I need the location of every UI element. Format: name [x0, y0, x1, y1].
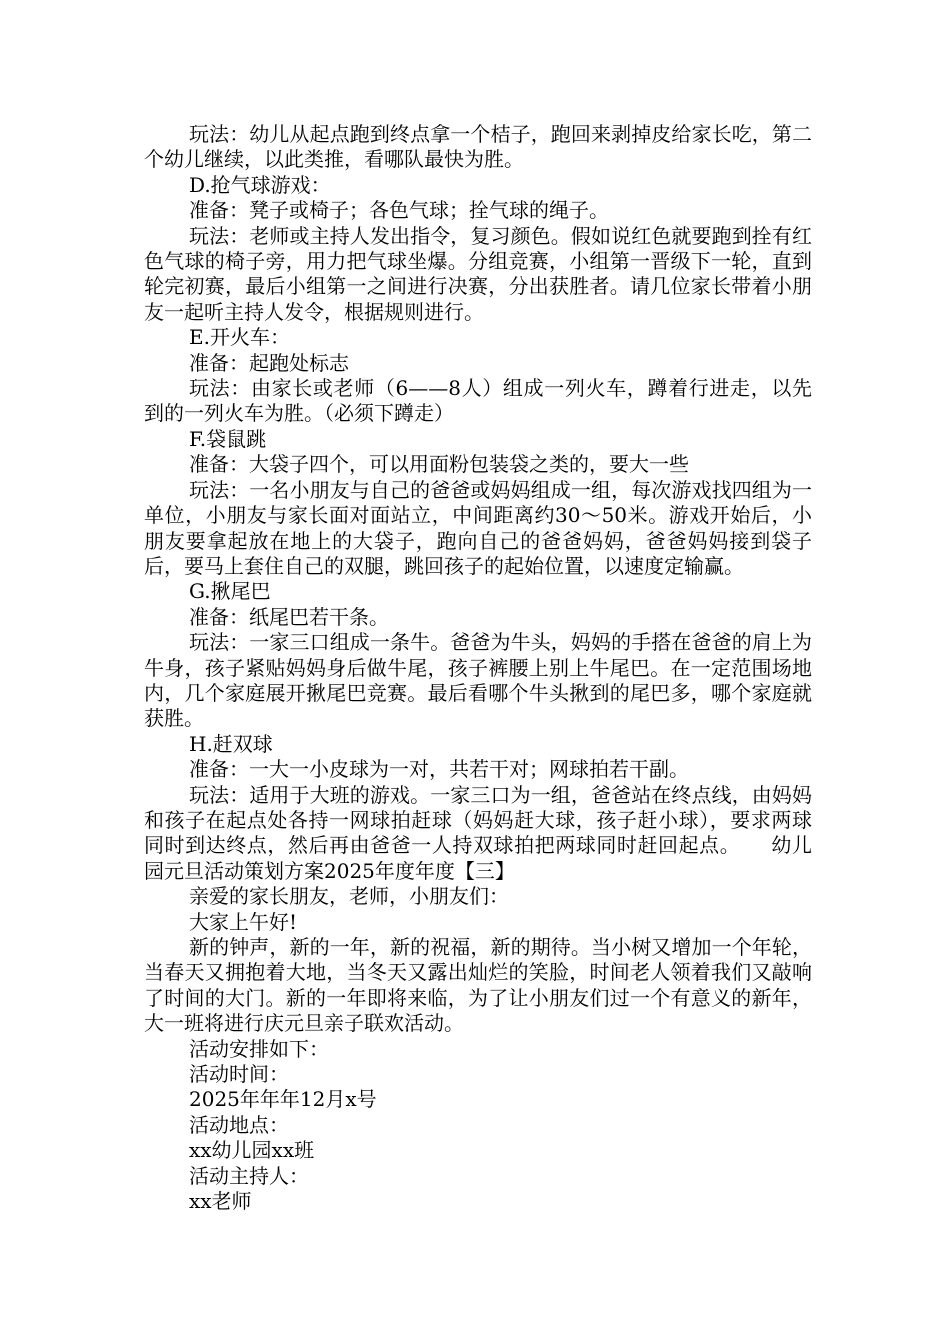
paragraph: 准备：起跑处标志	[189, 350, 349, 375]
paragraph: 玩法：适用于大班的游戏。一家三口为一组，爸爸站在终点线，由妈妈和孩子在起点处各持一网球拍赶球（妈妈赶大球，孩子赶小球），要求两球同时到达终点，然后再由爸爸一人持双球拍把两球同时赶回起点。 幼儿园元旦活动策划方案2025年度年度【三】	[144, 782, 812, 883]
paragraph: 活动安排如下：	[189, 1036, 329, 1061]
label-activity-location: 活动地点：	[189, 1112, 289, 1137]
value-activity-time: 2025年年年12月x号	[189, 1087, 377, 1112]
paragraph: 玩法：一名小朋友与自己的爸爸或妈妈组成一组，每次游戏找四组为一单位，小朋友与家长面对面站立，中间距离约30～50米。游戏开始后，小朋友要拿起放在地上的大袋子，跑向自己的爸爸妈妈，爸爸妈妈接到袋子后，要马上套住自己的双腿，跳回孩子的起始位置，以速度定输赢。	[144, 477, 812, 578]
section-heading-f: F.袋鼠跳	[189, 426, 267, 451]
section-heading-g: G.揪尾巴	[189, 579, 271, 604]
section-heading-h: H.赶双球	[189, 731, 273, 756]
document-body	[144, 122, 812, 1214]
paragraph: 玩法：老师或主持人发出指令，复习颜色。假如说红色就要跑到拴有红色气球的椅子旁，用力把气球坐爆。分组竞赛，小组第一晋级下一轮，直到轮完初赛，最后小组第一之间进行决赛，分出获胜者。请几位家长带着小朋友一起听主持人发令，根据规则进行。	[144, 223, 812, 324]
paragraph: 玩法：幼儿从起点跑到终点拿一个桔子，跑回来剥掉皮给家长吃，第二个幼儿继续，以此类推，看哪队最快为胜。	[144, 122, 812, 172]
paragraph: 玩法：一家三口组成一条牛。爸爸为牛头，妈妈的手搭在爸爸的肩上为牛身，孩子紧贴妈妈身后做牛尾，孩子裤腰上别上牛尾巴。在一定范围场地内，几个家庭展开揪尾巴竞赛。最后看哪个牛头揪到的尾巴多，哪个家庭就获胜。	[144, 630, 812, 731]
greeting: 亲爱的家长朋友，老师，小朋友们：	[189, 884, 509, 909]
label-activity-host: 活动主持人：	[189, 1163, 309, 1188]
paragraph: 准备：大袋子四个，可以用面粉包装袋之类的，要大一些	[189, 452, 689, 477]
value-activity-host: xx老师	[189, 1189, 252, 1214]
paragraph: 准备：纸尾巴若干条。	[189, 604, 389, 629]
paragraph: 新的钟声，新的一年，新的祝福，新的期待。当小树又增加一个年轮，当春天又拥抱着大地，当冬天又露出灿烂的笑脸，时间老人领着我们又敲响了时间的大门。新的一年即将来临，为了让小朋友们过一个有意义的新年，大一班将进行庆元旦亲子联欢活动。	[144, 935, 812, 1036]
paragraph: 准备：凳子或椅子；各色气球；拴气球的绳子。	[189, 198, 609, 223]
section-heading-d: D.抢气球游戏：	[189, 172, 331, 197]
section-heading-e: E.开火车：	[189, 325, 290, 350]
label-activity-time: 活动时间：	[189, 1062, 289, 1087]
paragraph: 准备：一大一小皮球为一对，共若干对；网球拍若干副。	[189, 757, 689, 782]
paragraph: 玩法：由家长或老师（6——8人）组成一列火车，蹲着行进走，以先到的一列火车为胜。（必须下蹲走）	[144, 376, 812, 426]
greeting: 大家上午好!	[189, 909, 298, 934]
value-activity-location: xx幼儿园xx班	[189, 1138, 315, 1163]
